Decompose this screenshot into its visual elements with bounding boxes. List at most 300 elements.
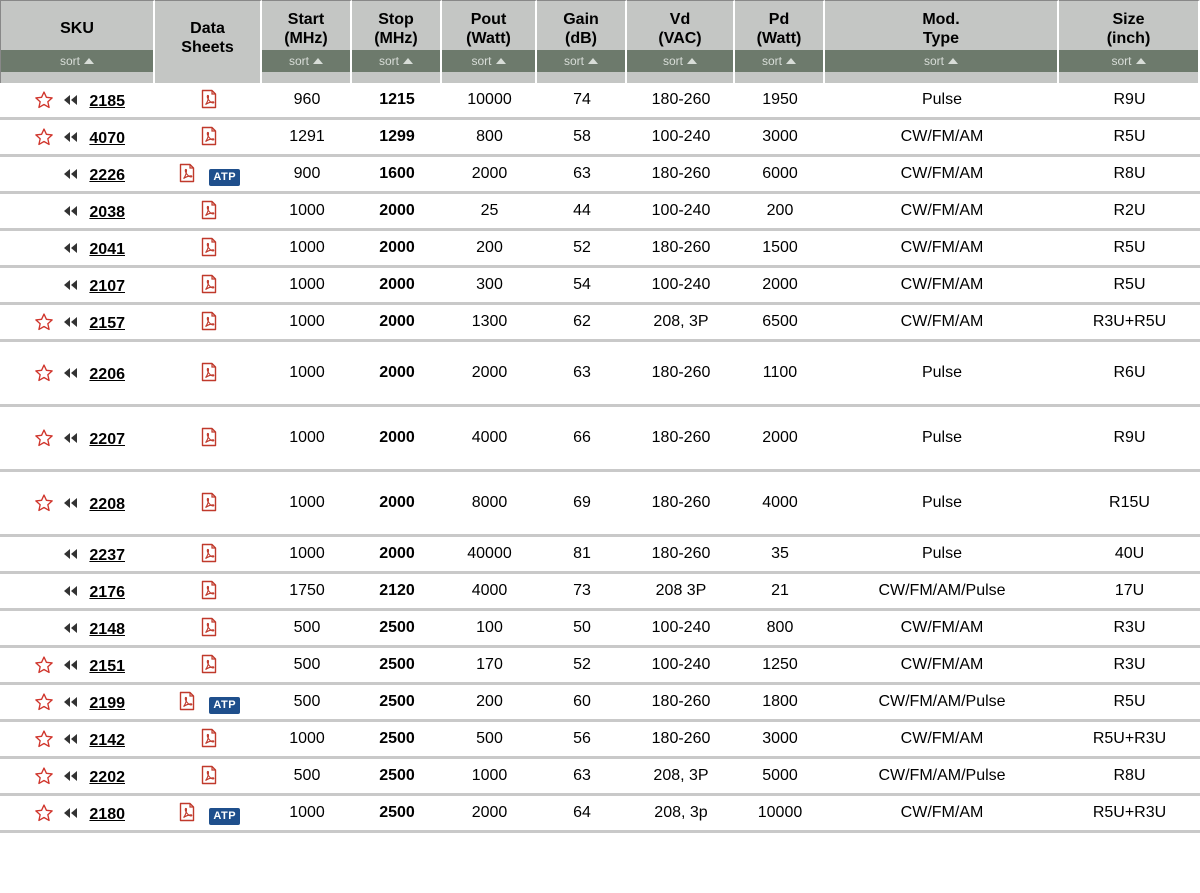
star-outline-icon[interactable] (34, 90, 54, 110)
gain-cell: 50 (537, 611, 627, 648)
star-outline-icon[interactable] (34, 127, 54, 147)
stop-cell: 2500 (352, 648, 442, 685)
table-row (0, 231, 1200, 268)
mod-cell: CW/FM/AM/Pulse (825, 759, 1059, 796)
gain-cell: 56 (537, 722, 627, 759)
pout-cell: 4000 (442, 574, 537, 611)
table-row (0, 407, 1200, 472)
table-row (0, 759, 1200, 796)
sku-cell (0, 648, 155, 685)
pout-cell: 2000 (442, 796, 537, 833)
size-cell: R5U+R3U (1059, 796, 1200, 833)
pd-cell: 3000 (735, 120, 825, 157)
stop-cell: 2120 (352, 574, 442, 611)
start-cell: 1750 (262, 574, 352, 611)
size-cell: R5U (1059, 231, 1200, 268)
vd-cell: 100-240 (627, 194, 735, 231)
size-cell: R8U (1059, 157, 1200, 194)
gain-cell: 52 (537, 648, 627, 685)
pdf-icon[interactable] (199, 543, 219, 563)
size-cell: R9U (1059, 83, 1200, 120)
sku-cell (0, 83, 155, 120)
vd-cell: 100-240 (627, 120, 735, 157)
gain-cell: 73 (537, 574, 627, 611)
star-outline-icon[interactable] (34, 363, 54, 383)
double-left-arrow-icon[interactable] (64, 549, 78, 559)
stop-cell: 2000 (352, 537, 442, 574)
size-cell: R5U (1059, 120, 1200, 157)
col-label-stop: Stop (MHz) (374, 11, 418, 47)
stop-cell: 2000 (352, 407, 442, 472)
double-left-arrow-icon[interactable] (64, 95, 78, 105)
col-header-pout (442, 0, 537, 83)
pd-cell: 3000 (735, 722, 825, 759)
pd-cell: 1950 (735, 83, 825, 120)
vd-cell: 180-260 (627, 342, 735, 407)
gain-cell: 62 (537, 305, 627, 342)
sku-link[interactable]: 2107 (89, 277, 125, 295)
col-label-vd: Vd (VAC) (658, 11, 702, 47)
datasheet-cell (155, 722, 262, 759)
gain-cell: 60 (537, 685, 627, 722)
stop-cell: 1299 (352, 120, 442, 157)
sku-link[interactable]: 2202 (89, 768, 125, 786)
table-row (0, 83, 1200, 120)
gain-cell: 66 (537, 407, 627, 472)
pd-cell: 1100 (735, 342, 825, 407)
pout-cell: 1300 (442, 305, 537, 342)
stop-cell: 1600 (352, 157, 442, 194)
pout-cell: 170 (442, 648, 537, 685)
double-left-arrow-icon[interactable] (64, 169, 78, 179)
sku-link[interactable]: 2041 (89, 240, 125, 258)
pout-cell: 8000 (442, 472, 537, 537)
sort-up-icon (948, 58, 958, 64)
mod-cell: CW/FM/AM/Pulse (825, 574, 1059, 611)
sort-up-icon (786, 58, 796, 64)
table-row (0, 120, 1200, 157)
pd-cell: 1800 (735, 685, 825, 722)
gain-cell: 54 (537, 268, 627, 305)
sku-cell (0, 574, 155, 611)
vd-cell: 208 3P (627, 574, 735, 611)
start-cell: 500 (262, 685, 352, 722)
datasheet-cell (155, 611, 262, 648)
vd-cell: 180-260 (627, 231, 735, 268)
pdf-icon[interactable] (177, 802, 197, 822)
sku-link[interactable]: 2185 (89, 92, 125, 110)
sku-link[interactable]: 2199 (89, 694, 125, 712)
sort-button-stop[interactable]: sort (352, 50, 440, 72)
col-header-stop (352, 0, 442, 83)
gain-cell: 63 (537, 157, 627, 194)
star-outline-icon[interactable] (34, 428, 54, 448)
star-outline-icon[interactable] (34, 803, 54, 823)
mod-cell: Pulse (825, 407, 1059, 472)
mod-cell: CW/FM/AM (825, 268, 1059, 305)
pd-cell: 2000 (735, 268, 825, 305)
size-cell: R5U (1059, 268, 1200, 305)
sort-up-icon (313, 58, 323, 64)
double-left-arrow-icon[interactable] (64, 697, 78, 707)
sku-link[interactable]: 4070 (89, 129, 125, 147)
col-header-vd (627, 0, 735, 83)
size-cell: R5U (1059, 685, 1200, 722)
pdf-icon[interactable] (199, 765, 219, 785)
sort-button-size[interactable]: sort (1059, 50, 1198, 72)
double-left-arrow-icon[interactable] (64, 623, 78, 633)
vd-cell: 180-260 (627, 157, 735, 194)
start-cell: 1000 (262, 537, 352, 574)
size-cell: R5U+R3U (1059, 722, 1200, 759)
sku-cell (0, 194, 155, 231)
sku-cell (0, 305, 155, 342)
datasheet-cell (155, 305, 262, 342)
pdf-icon[interactable] (177, 691, 197, 711)
vd-cell: 180-260 (627, 83, 735, 120)
pdf-icon[interactable] (177, 163, 197, 183)
gain-cell: 74 (537, 83, 627, 120)
pdf-icon[interactable] (199, 427, 219, 447)
start-cell: 1000 (262, 231, 352, 268)
pout-cell: 1000 (442, 759, 537, 796)
pout-cell: 200 (442, 231, 537, 268)
vd-cell: 100-240 (627, 648, 735, 685)
sku-link[interactable]: 2142 (89, 731, 125, 749)
start-cell: 1000 (262, 407, 352, 472)
pout-cell: 100 (442, 611, 537, 648)
star-outline-icon[interactable] (34, 493, 54, 513)
sku-link[interactable]: 2148 (89, 620, 125, 638)
start-cell: 1000 (262, 194, 352, 231)
col-label-gain: Gain (dB) (563, 11, 599, 47)
size-cell: R8U (1059, 759, 1200, 796)
start-cell: 500 (262, 611, 352, 648)
sort-up-icon (588, 58, 598, 64)
mod-cell: Pulse (825, 472, 1059, 537)
col-label-datasheets: Data Sheets (181, 20, 234, 56)
gain-cell: 81 (537, 537, 627, 574)
pout-cell: 500 (442, 722, 537, 759)
pout-cell: 10000 (442, 83, 537, 120)
double-left-arrow-icon[interactable] (64, 433, 78, 443)
stop-cell: 1215 (352, 83, 442, 120)
sku-link[interactable]: 2206 (89, 365, 125, 383)
col-label-pd: Pd (Watt) (756, 11, 802, 47)
table-row (0, 268, 1200, 305)
gain-cell: 69 (537, 472, 627, 537)
double-left-arrow-icon[interactable] (64, 660, 78, 670)
mod-cell: CW/FM/AM (825, 305, 1059, 342)
pdf-icon[interactable] (199, 274, 219, 294)
vd-cell: 180-260 (627, 685, 735, 722)
size-cell: R3U+R5U (1059, 305, 1200, 342)
col-header-pd (735, 0, 825, 83)
start-cell: 900 (262, 157, 352, 194)
sort-button-vd[interactable]: sort (627, 50, 733, 72)
pout-cell: 2000 (442, 342, 537, 407)
table-header (0, 0, 1200, 83)
col-header-gain (537, 0, 627, 83)
pdf-icon[interactable] (199, 126, 219, 146)
datasheet-cell (155, 407, 262, 472)
col-label-start: Start (MHz) (284, 11, 328, 47)
gain-cell: 64 (537, 796, 627, 833)
sku-cell (0, 157, 155, 194)
col-header-size (1059, 0, 1200, 83)
col-label-pout: Pout (Watt) (466, 11, 511, 47)
table-row (0, 722, 1200, 759)
datasheet-cell (155, 342, 262, 407)
pdf-icon[interactable] (199, 237, 219, 257)
double-left-arrow-icon[interactable] (64, 206, 78, 216)
sku-link[interactable]: 2176 (89, 583, 125, 601)
pd-cell: 1500 (735, 231, 825, 268)
table-row (0, 685, 1200, 722)
table-row (0, 574, 1200, 611)
sku-cell (0, 231, 155, 268)
table-row (0, 157, 1200, 194)
datasheet-cell (155, 685, 262, 722)
datasheet-cell (155, 648, 262, 685)
table-row (0, 342, 1200, 407)
datasheet-cell (155, 120, 262, 157)
sku-cell (0, 685, 155, 722)
vd-cell: 180-260 (627, 537, 735, 574)
sku-cell (0, 407, 155, 472)
pd-cell: 800 (735, 611, 825, 648)
sort-button-mod[interactable]: sort (825, 50, 1057, 72)
stop-cell: 2000 (352, 305, 442, 342)
mod-cell: CW/FM/AM/Pulse (825, 685, 1059, 722)
pd-cell: 21 (735, 574, 825, 611)
double-left-arrow-icon[interactable] (64, 280, 78, 290)
sort-button-start[interactable]: sort (262, 50, 350, 72)
pout-cell: 800 (442, 120, 537, 157)
table-row (0, 305, 1200, 342)
double-left-arrow-icon[interactable] (64, 368, 78, 378)
sort-button-sku[interactable]: sort (1, 50, 153, 72)
sku-cell (0, 796, 155, 833)
datasheet-cell (155, 157, 262, 194)
stop-cell: 2500 (352, 759, 442, 796)
col-header-mod (825, 0, 1059, 83)
col-label-sku: SKU (60, 20, 94, 37)
double-left-arrow-icon[interactable] (64, 243, 78, 253)
vd-cell: 208, 3P (627, 305, 735, 342)
atp-badge[interactable]: ATP (209, 808, 240, 825)
pdf-icon[interactable] (199, 580, 219, 600)
star-outline-icon[interactable] (34, 729, 54, 749)
pout-cell: 40000 (442, 537, 537, 574)
star-outline-icon[interactable] (34, 692, 54, 712)
stop-cell: 2500 (352, 685, 442, 722)
datasheet-cell (155, 194, 262, 231)
size-cell: R6U (1059, 342, 1200, 407)
table-row (0, 648, 1200, 685)
sort-up-icon (403, 58, 413, 64)
gain-cell: 58 (537, 120, 627, 157)
sku-link[interactable]: 2237 (89, 546, 125, 564)
sku-cell (0, 120, 155, 157)
pd-cell: 1250 (735, 648, 825, 685)
sku-link[interactable]: 2208 (89, 495, 125, 513)
vd-cell: 208, 3p (627, 796, 735, 833)
atp-badge[interactable]: ATP (209, 697, 240, 714)
size-cell: R9U (1059, 407, 1200, 472)
datasheet-cell (155, 472, 262, 537)
star-outline-icon[interactable] (34, 766, 54, 786)
pd-cell: 35 (735, 537, 825, 574)
datasheet-cell (155, 574, 262, 611)
gain-cell: 63 (537, 759, 627, 796)
mod-cell: CW/FM/AM (825, 120, 1059, 157)
size-cell: 40U (1059, 537, 1200, 574)
vd-cell: 180-260 (627, 722, 735, 759)
start-cell: 500 (262, 648, 352, 685)
stop-cell: 2000 (352, 231, 442, 268)
double-left-arrow-icon[interactable] (64, 132, 78, 142)
col-header-sku (0, 0, 155, 83)
table-row (0, 472, 1200, 537)
sku-link[interactable]: 2038 (89, 203, 125, 221)
double-left-arrow-icon[interactable] (64, 734, 78, 744)
sort-button-gain[interactable]: sort (537, 50, 625, 72)
datasheet-cell (155, 231, 262, 268)
vd-cell: 100-240 (627, 268, 735, 305)
start-cell: 1000 (262, 305, 352, 342)
sort-button-pout[interactable]: sort (442, 50, 535, 72)
pd-cell: 4000 (735, 472, 825, 537)
datasheet-cell (155, 268, 262, 305)
pd-cell: 10000 (735, 796, 825, 833)
pdf-icon[interactable] (199, 311, 219, 331)
sku-cell (0, 472, 155, 537)
size-cell: R3U (1059, 648, 1200, 685)
star-outline-icon[interactable] (34, 655, 54, 675)
col-header-start (262, 0, 352, 83)
sku-link[interactable]: 2180 (89, 805, 125, 823)
table-row (0, 796, 1200, 833)
double-left-arrow-icon[interactable] (64, 808, 78, 818)
stop-cell: 2500 (352, 796, 442, 833)
mod-cell: CW/FM/AM (825, 796, 1059, 833)
stop-cell: 2500 (352, 611, 442, 648)
sku-link[interactable]: 2207 (89, 430, 125, 448)
start-cell: 500 (262, 759, 352, 796)
pout-cell: 2000 (442, 157, 537, 194)
col-header-datasheets (155, 0, 262, 83)
sort-up-icon (1136, 58, 1146, 64)
sku-link[interactable]: 2157 (89, 314, 125, 332)
sort-up-icon (84, 58, 94, 64)
mod-cell: CW/FM/AM (825, 194, 1059, 231)
gain-cell: 63 (537, 342, 627, 407)
pd-cell: 2000 (735, 407, 825, 472)
mod-cell: CW/FM/AM (825, 648, 1059, 685)
table-row (0, 537, 1200, 574)
start-cell: 1000 (262, 796, 352, 833)
gain-cell: 44 (537, 194, 627, 231)
pd-cell: 200 (735, 194, 825, 231)
pout-cell: 4000 (442, 407, 537, 472)
sku-link[interactable]: 2151 (89, 657, 125, 675)
mod-cell: CW/FM/AM (825, 231, 1059, 268)
mod-cell: CW/FM/AM (825, 611, 1059, 648)
col-label-mod: Mod. Type (922, 11, 960, 47)
pdf-icon[interactable] (199, 617, 219, 637)
table-row (0, 194, 1200, 231)
pd-cell: 6500 (735, 305, 825, 342)
pdf-icon[interactable] (199, 728, 219, 748)
mod-cell: Pulse (825, 83, 1059, 120)
stop-cell: 2000 (352, 472, 442, 537)
col-label-size: Size (inch) (1106, 11, 1151, 47)
pd-cell: 6000 (735, 157, 825, 194)
double-left-arrow-icon[interactable] (64, 498, 78, 508)
pdf-icon[interactable] (199, 492, 219, 512)
double-left-arrow-icon[interactable] (64, 586, 78, 596)
start-cell: 1000 (262, 722, 352, 759)
mod-cell: CW/FM/AM (825, 157, 1059, 194)
datasheet-cell (155, 759, 262, 796)
sku-cell (0, 722, 155, 759)
datasheet-cell (155, 796, 262, 833)
stop-cell: 2000 (352, 194, 442, 231)
sort-up-icon (687, 58, 697, 64)
sku-cell (0, 268, 155, 305)
start-cell: 1000 (262, 268, 352, 305)
stop-cell: 2000 (352, 268, 442, 305)
vd-cell: 208, 3P (627, 759, 735, 796)
vd-cell: 180-260 (627, 407, 735, 472)
pd-cell: 5000 (735, 759, 825, 796)
pout-cell: 300 (442, 268, 537, 305)
size-cell: R15U (1059, 472, 1200, 537)
stop-cell: 2500 (352, 722, 442, 759)
double-left-arrow-icon[interactable] (64, 317, 78, 327)
pout-cell: 25 (442, 194, 537, 231)
sku-cell (0, 611, 155, 648)
pdf-icon[interactable] (199, 362, 219, 382)
atp-badge[interactable]: ATP (209, 169, 240, 186)
double-left-arrow-icon[interactable] (64, 771, 78, 781)
size-cell: 17U (1059, 574, 1200, 611)
sku-link[interactable]: 2226 (89, 166, 125, 184)
vd-cell: 180-260 (627, 472, 735, 537)
pdf-icon[interactable] (199, 89, 219, 109)
sku-cell (0, 537, 155, 574)
gain-cell: 52 (537, 231, 627, 268)
sku-cell (0, 759, 155, 796)
table-body (0, 83, 1200, 833)
pdf-icon[interactable] (199, 654, 219, 674)
pdf-icon[interactable] (199, 200, 219, 220)
stop-cell: 2000 (352, 342, 442, 407)
start-cell: 1000 (262, 472, 352, 537)
sku-cell (0, 342, 155, 407)
sort-button-pd[interactable]: sort (735, 50, 823, 72)
datasheet-cell (155, 83, 262, 120)
start-cell: 960 (262, 83, 352, 120)
mod-cell: CW/FM/AM (825, 722, 1059, 759)
vd-cell: 100-240 (627, 611, 735, 648)
start-cell: 1291 (262, 120, 352, 157)
table-row (0, 611, 1200, 648)
datasheet-cell (155, 537, 262, 574)
mod-cell: Pulse (825, 537, 1059, 574)
star-outline-icon[interactable] (34, 312, 54, 332)
